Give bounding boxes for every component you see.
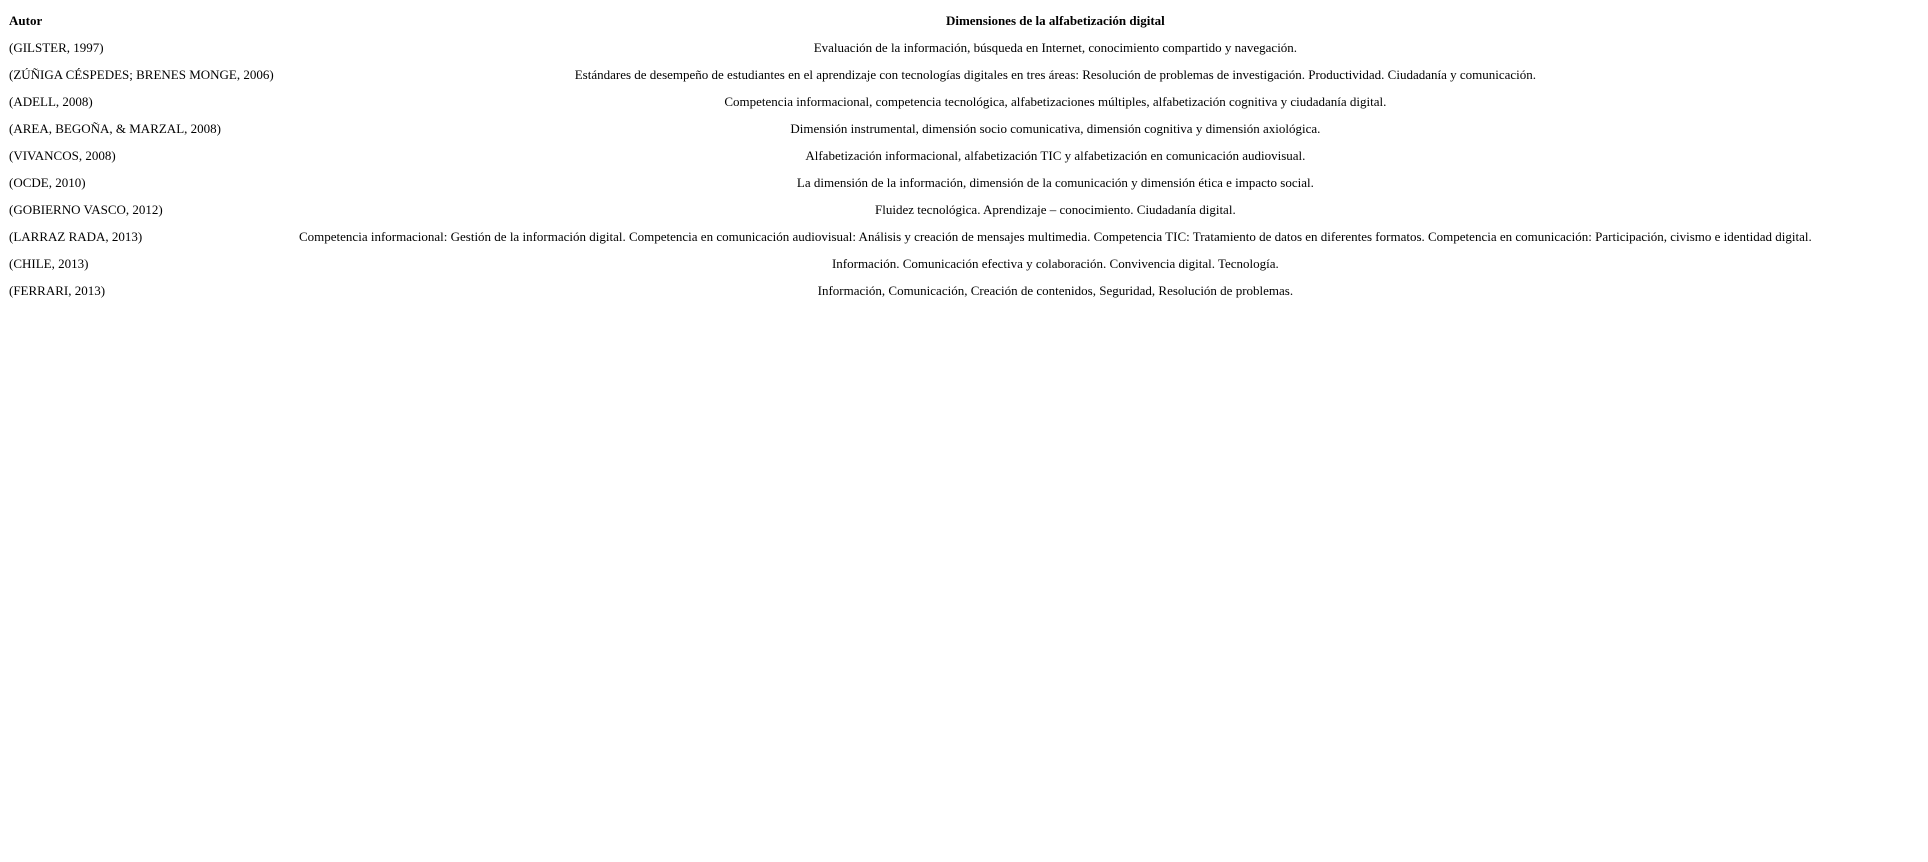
cell-autor: (AREA, BEGOÑA, & MARZAL, 2008) <box>9 121 221 136</box>
cell-dimensiones: Información, Comunicación, Creación de contenidos, Seguridad, Resolución de problemas. <box>817 283 1294 298</box>
cell-autor: (CHILE, 2013) <box>9 256 89 271</box>
table-row <box>8 143 1813 168</box>
cell-dimensiones: Competencia informacional, competencia tecnológica, alfabetizaciones múltiples, alfabetización cognitiva y ciudadanía digital. <box>724 94 1387 109</box>
column-header-autor: Autor <box>9 13 43 28</box>
cell-autor: (ADELL, 2008) <box>9 94 93 109</box>
cell-autor: (FERRARI, 2013) <box>9 283 106 298</box>
table-row <box>8 35 1813 60</box>
table-row <box>8 116 1813 141</box>
digital-literacy-dimensions-table <box>6 6 1815 305</box>
table-row <box>8 62 1813 87</box>
cell-autor: (OCDE, 2010) <box>9 175 86 190</box>
cell-autor: (GILSTER, 1997) <box>9 40 104 55</box>
cell-autor: (LARRAZ RADA, 2013) <box>9 229 143 244</box>
cell-dimensiones: Alfabetización informacional, alfabetización TIC y alfabetización en comunicación audiovisual. <box>805 148 1306 163</box>
cell-dimensiones: Fluidez tecnológica. Aprendizaje – conocimiento. Ciudadanía digital. <box>875 202 1236 217</box>
table-row <box>8 224 1813 249</box>
cell-dimensiones: Evaluación de la información, búsqueda en Internet, conocimiento compartido y navegación. <box>813 40 1298 55</box>
header-row <box>8 8 1813 33</box>
table-body <box>8 35 1813 303</box>
table-row <box>8 89 1813 114</box>
table-row <box>8 197 1813 222</box>
cell-dimensiones: Competencia informacional: Gestión de la información digital. Competencia en comunicación audiovisual: Análisis y creación de mensajes multimedia. Competencia TIC: Tratamiento de datos en diferentes formatos. Competencia en comunicación: Participación, civismo e identidad digital. <box>299 229 1812 244</box>
cell-dimensiones: Información. Comunicación efectiva y colaboración. Convivencia digital. Tecnología. <box>831 256 1279 271</box>
table-row <box>8 278 1813 303</box>
cell-dimensiones: Estándares de desempeño de estudiantes en el aprendizaje con tecnologías digitales en tres áreas: Resolución de problemas de investigación. Productividad. Ciudadanía y comunicación. <box>574 67 1537 82</box>
table-row <box>8 251 1813 276</box>
cell-autor: (ZÚÑIGA CÉSPEDES; BRENES MONGE, 2006) <box>9 67 274 82</box>
table-header <box>8 8 1813 33</box>
column-header-dimensiones: Dimensiones de la alfabetización digital <box>945 13 1165 28</box>
cell-dimensiones: La dimensión de la información, dimensión de la comunicación y dimensión ética e impacto social. <box>796 175 1314 190</box>
table-row <box>8 170 1813 195</box>
cell-autor: (VIVANCOS, 2008) <box>9 148 116 163</box>
cell-dimensiones: Dimensión instrumental, dimensión socio comunicativa, dimensión cognitiva y dimensión axiológica. <box>790 121 1321 136</box>
cell-autor: (GOBIERNO VASCO, 2012) <box>9 202 163 217</box>
